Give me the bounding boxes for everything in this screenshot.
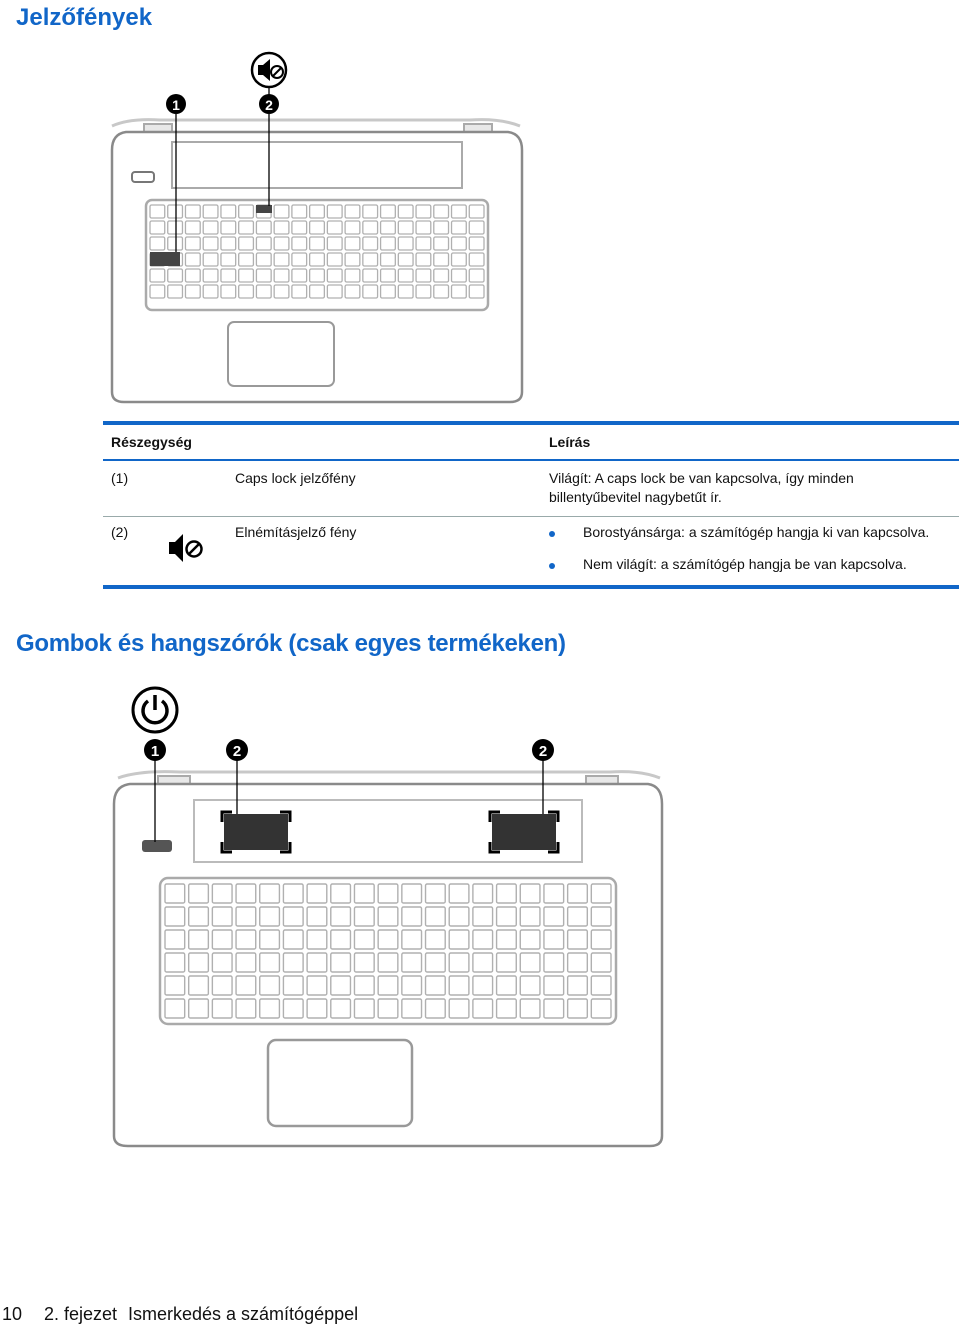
keyboard-key	[221, 237, 236, 250]
section-title-buttons-speakers: Gombok és hangszórók (csak egyes termékeken)	[16, 630, 566, 657]
keyboard-key	[212, 930, 232, 949]
keyboard-key	[469, 285, 484, 298]
keyboard-key	[165, 907, 185, 926]
keyboard-key	[426, 953, 446, 972]
keyboard-key	[434, 269, 449, 282]
keyboard-key	[236, 907, 256, 926]
keyboard-key	[544, 999, 564, 1018]
row2-name: Elnémításjelző fény	[235, 524, 357, 540]
keyboard-key	[378, 907, 398, 926]
keyboard-key	[260, 884, 280, 903]
keyboard-key	[185, 237, 200, 250]
keyboard-key	[310, 285, 325, 298]
keyboard-key	[260, 953, 280, 972]
keyboard-key	[165, 999, 185, 1018]
speaker-left	[222, 812, 290, 852]
keyboard-key	[354, 999, 374, 1018]
keyboard-key	[327, 221, 342, 234]
keyboard-key	[449, 953, 469, 972]
keyboard-key	[283, 930, 303, 949]
keyboard-key	[239, 253, 254, 266]
keyboard-key	[150, 237, 165, 250]
keyboard-key	[381, 221, 396, 234]
keyboard-key	[221, 285, 236, 298]
keyboard-key	[452, 237, 467, 250]
keyboard-key	[426, 884, 446, 903]
speaker-right	[490, 812, 558, 852]
keyboard-key	[381, 253, 396, 266]
keyboard-key	[469, 253, 484, 266]
keyboard-key	[452, 269, 467, 282]
keyboard-key	[274, 205, 289, 218]
keyboard-key	[363, 237, 378, 250]
keyboard-key	[497, 884, 517, 903]
keyboard-key	[473, 976, 493, 995]
keyboard-key	[212, 907, 232, 926]
keyboard-key	[469, 205, 484, 218]
keyboard-key	[381, 269, 396, 282]
keyboard-key	[292, 237, 307, 250]
keyboard-key	[402, 907, 422, 926]
keyboard-key	[591, 999, 611, 1018]
keyboard-key	[212, 999, 232, 1018]
keyboard-key	[497, 976, 517, 995]
keyboard-key	[327, 285, 342, 298]
keyboard-key	[221, 269, 236, 282]
keyboard-key	[416, 237, 431, 250]
keyboard-key	[203, 237, 218, 250]
keyboard-key	[544, 907, 564, 926]
keyboard-key	[256, 269, 271, 282]
keyboard-key	[398, 285, 413, 298]
keyboard-key	[203, 285, 218, 298]
keyboard-key	[473, 884, 493, 903]
keyboard-key	[150, 285, 165, 298]
keyboard-key	[165, 976, 185, 995]
keyboard-key	[354, 976, 374, 995]
chapter-label: 2. fejezet	[44, 1304, 118, 1324]
keyboard-key	[292, 221, 307, 234]
keyboard-key	[203, 253, 218, 266]
keyboard-key	[185, 253, 200, 266]
keyboard-key	[260, 930, 280, 949]
keyboard-key	[354, 907, 374, 926]
row1-number: (1)	[111, 470, 129, 486]
keyboard-key	[416, 221, 431, 234]
header-component: Részegység	[111, 434, 192, 450]
keyboard-key	[378, 953, 398, 972]
section-title-indicators: Jelzőfények	[16, 4, 153, 31]
keyboard-key	[283, 976, 303, 995]
keyboard-key	[363, 205, 378, 218]
keyboard-key	[236, 884, 256, 903]
keyboard-key	[203, 269, 218, 282]
keyboard-key	[239, 221, 254, 234]
keyboard-key	[292, 269, 307, 282]
keyboard-key	[416, 269, 431, 282]
keyboard-key	[426, 976, 446, 995]
keyboard-key	[345, 253, 360, 266]
keyboard-key	[544, 930, 564, 949]
keyboard-key	[378, 999, 398, 1018]
keyboard-key	[283, 999, 303, 1018]
keyboard-key	[310, 269, 325, 282]
keyboard-key	[449, 907, 469, 926]
keyboard-key	[239, 205, 254, 218]
keyboard-key	[591, 907, 611, 926]
keyboard-key	[381, 205, 396, 218]
keyboard-key	[473, 930, 493, 949]
bullet	[549, 563, 555, 569]
keyboard-key	[469, 221, 484, 234]
keyboard-key	[185, 205, 200, 218]
keyboard-key	[165, 884, 185, 903]
keyboard-key	[327, 253, 342, 266]
keyboard-key	[434, 205, 449, 218]
keyboard-key	[398, 253, 413, 266]
keyboard-key	[185, 221, 200, 234]
keyboard-key	[354, 930, 374, 949]
mute-key	[256, 205, 272, 213]
keyboard-key	[212, 884, 232, 903]
keyboard-key	[469, 269, 484, 282]
keyboard-key	[256, 237, 271, 250]
keyboard-key	[568, 976, 588, 995]
keyboard-key	[327, 237, 342, 250]
keyboard-key	[256, 285, 271, 298]
keyboard-key	[310, 253, 325, 266]
keyboard-key	[236, 953, 256, 972]
row1-desc-line2: billentyűbevitel nagybetűt ír.	[549, 489, 722, 505]
keyboard-key	[260, 999, 280, 1018]
keyboard-key	[520, 930, 540, 949]
keyboard-key	[402, 884, 422, 903]
mute-icon	[252, 53, 286, 87]
keyboard-key	[168, 237, 183, 250]
svg-text:1: 1	[150, 743, 160, 760]
keyboard-key	[363, 285, 378, 298]
keyboard-key	[402, 976, 422, 995]
keyboard-key	[426, 907, 446, 926]
keyboard-key	[185, 269, 200, 282]
keyboard-key	[568, 953, 588, 972]
page-number: 10	[2, 1304, 23, 1324]
keyboard-key	[345, 269, 360, 282]
keyboard-key	[150, 221, 165, 234]
keyboard-key	[150, 205, 165, 218]
keyboard-key	[260, 907, 280, 926]
keyboard-key	[274, 285, 289, 298]
row1-desc-line1: Világít: A caps lock be van kapcsolva, így minden	[549, 470, 854, 486]
keyboard-key	[544, 953, 564, 972]
keyboard-key	[452, 285, 467, 298]
keyboard-key	[256, 221, 271, 234]
keyboard-key	[165, 930, 185, 949]
caps-lock-key	[150, 252, 180, 266]
keyboard-key	[363, 269, 378, 282]
keyboard-key	[568, 999, 588, 1018]
keyboard-key	[331, 930, 351, 949]
keyboard-key	[354, 884, 374, 903]
keyboard-key	[221, 253, 236, 266]
keyboard-key	[345, 221, 360, 234]
keyboard-key	[189, 976, 209, 995]
keyboard-key	[354, 953, 374, 972]
keyboard-key	[283, 884, 303, 903]
keyboard-key	[331, 907, 351, 926]
keyboard-key	[449, 999, 469, 1018]
keyboard-key	[452, 253, 467, 266]
keyboard-key	[473, 999, 493, 1018]
keyboard-key	[331, 953, 351, 972]
keyboard-key	[591, 953, 611, 972]
keyboard-key	[327, 269, 342, 282]
keyboard-key	[378, 930, 398, 949]
row2-bullet2: Nem világít: a számítógép hangja be van kapcsolva.	[583, 556, 907, 572]
keyboard-key	[310, 205, 325, 218]
row2-number: (2)	[111, 524, 129, 540]
keyboard-key	[398, 237, 413, 250]
keyboard-key	[497, 907, 517, 926]
keyboard-key	[416, 253, 431, 266]
keyboard-key	[381, 237, 396, 250]
laptop-figure-indicators	[0, 0, 960, 410]
keyboard-key	[398, 221, 413, 234]
keyboard-key	[568, 884, 588, 903]
keyboard-key	[497, 953, 517, 972]
keyboard-key	[544, 884, 564, 903]
keyboard-key	[426, 930, 446, 949]
keyboard-key	[520, 976, 540, 995]
keyboard-key	[260, 976, 280, 995]
keyboard-key	[378, 884, 398, 903]
keyboard-key	[449, 930, 469, 949]
keyboard-key	[331, 884, 351, 903]
keyboard-key	[345, 205, 360, 218]
keyboard-key	[434, 253, 449, 266]
keyboard-key	[274, 253, 289, 266]
svg-text:2: 2	[538, 743, 548, 760]
keyboard-key	[473, 907, 493, 926]
keyboard-key	[307, 976, 327, 995]
keyboard-key	[150, 269, 165, 282]
keyboard-key	[189, 907, 209, 926]
keyboard-key	[221, 205, 236, 218]
keyboard-key	[497, 999, 517, 1018]
keyboard-key	[520, 999, 540, 1018]
keyboard-key	[165, 953, 185, 972]
keyboard-key	[239, 269, 254, 282]
keyboard-key	[236, 999, 256, 1018]
keyboard-key	[520, 884, 540, 903]
keyboard-key	[292, 253, 307, 266]
keyboard-key	[307, 930, 327, 949]
keyboard-key	[568, 930, 588, 949]
keyboard-key	[203, 221, 218, 234]
keyboard-key	[239, 285, 254, 298]
keyboard-key	[239, 237, 254, 250]
keyboard-key	[449, 976, 469, 995]
keyboard-key	[331, 999, 351, 1018]
keyboard-key	[363, 221, 378, 234]
laptop-figure-buttons-speakers	[0, 670, 960, 1160]
keyboard-key	[402, 930, 422, 949]
keyboard-key	[221, 221, 236, 234]
row1-name: Caps lock jelzőfény	[235, 470, 356, 486]
keyboard-key	[212, 976, 232, 995]
keyboard-key	[398, 269, 413, 282]
keyboard-key	[189, 999, 209, 1018]
keyboard-key	[307, 953, 327, 972]
keyboard-key	[236, 930, 256, 949]
keyboard-key	[544, 976, 564, 995]
keyboard-key	[452, 205, 467, 218]
keyboard-key	[378, 976, 398, 995]
keyboard-key	[256, 253, 271, 266]
keyboard-key	[426, 999, 446, 1018]
keyboard-key	[274, 269, 289, 282]
keyboard-key	[274, 237, 289, 250]
svg-text:2: 2	[265, 97, 273, 113]
keyboard-key	[497, 930, 517, 949]
keyboard-key	[398, 205, 413, 218]
keyboard-key	[327, 205, 342, 218]
keyboard-key	[189, 930, 209, 949]
keyboard-key	[416, 285, 431, 298]
keyboard-key	[345, 285, 360, 298]
keyboard-key	[189, 884, 209, 903]
keyboard-key	[520, 907, 540, 926]
keyboard-key	[520, 953, 540, 972]
keyboard-key	[363, 253, 378, 266]
keyboard-key	[591, 930, 611, 949]
keyboard-key	[331, 976, 351, 995]
keyboard-key	[381, 285, 396, 298]
keyboard-key	[168, 221, 183, 234]
keyboard-key	[469, 237, 484, 250]
keyboard-key	[168, 285, 183, 298]
svg-text:2: 2	[232, 743, 242, 760]
keyboard-key	[212, 953, 232, 972]
bullet	[549, 531, 555, 537]
mute-icon	[167, 531, 207, 565]
keyboard-key	[292, 285, 307, 298]
keyboard-key	[310, 237, 325, 250]
keyboard-key	[307, 999, 327, 1018]
keyboard-key	[274, 221, 289, 234]
keyboard-key	[434, 237, 449, 250]
keyboard-key	[402, 953, 422, 972]
keyboard-key	[591, 884, 611, 903]
keyboard-key	[203, 205, 218, 218]
keyboard-key	[449, 884, 469, 903]
keyboard-key	[310, 221, 325, 234]
keyboard-key	[402, 999, 422, 1018]
keyboard-key	[168, 269, 183, 282]
svg-text:1: 1	[172, 97, 180, 113]
power-icon	[133, 688, 177, 732]
keyboard-key	[292, 205, 307, 218]
keyboard-key	[307, 884, 327, 903]
chapter-title: Ismerkedés a számítógéppel	[128, 1304, 359, 1324]
keyboard-key	[168, 205, 183, 218]
keyboard-key	[568, 907, 588, 926]
keyboard-key	[283, 907, 303, 926]
keyboard-key	[434, 285, 449, 298]
keyboard-key	[434, 221, 449, 234]
keyboard-key	[236, 976, 256, 995]
keyboard-key	[416, 205, 431, 218]
keyboard-key	[185, 285, 200, 298]
power-button	[142, 840, 172, 852]
keyboard-key	[189, 953, 209, 972]
row2-bullet1: Borostyánsárga: a számítógép hangja ki van kapcsolva.	[583, 524, 930, 540]
keyboard-key	[283, 953, 303, 972]
header-description: Leírás	[549, 434, 591, 450]
keyboard-key	[345, 237, 360, 250]
keyboard-key	[591, 976, 611, 995]
keyboard-key	[452, 221, 467, 234]
keyboard-key	[307, 907, 327, 926]
keyboard-key	[473, 953, 493, 972]
